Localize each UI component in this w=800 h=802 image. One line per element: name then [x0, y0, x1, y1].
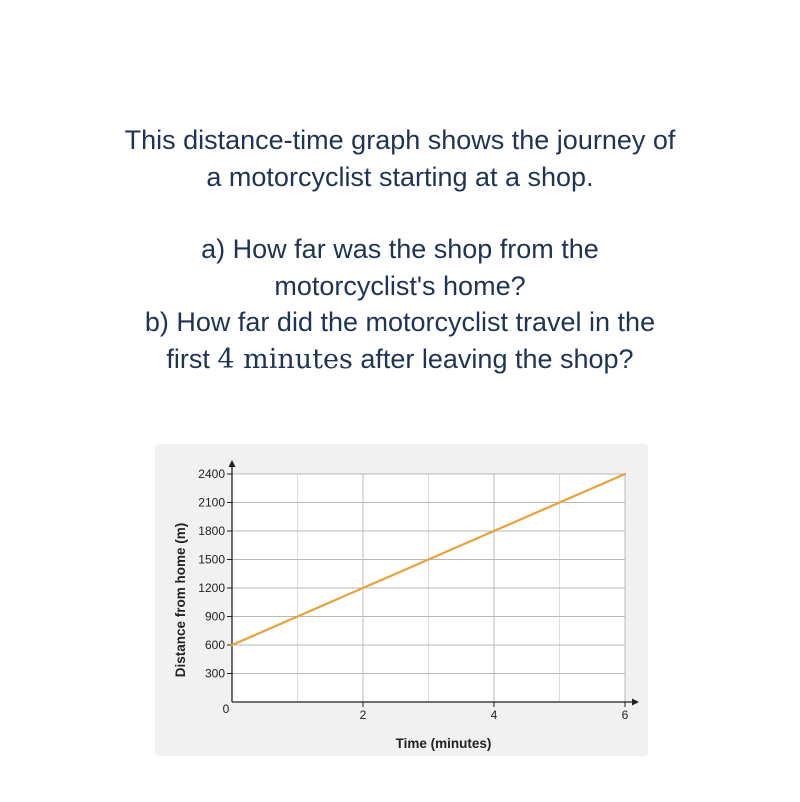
x-tick-label: 4: [490, 708, 498, 722]
chart-panel: [155, 444, 648, 756]
y-axis-arrow: [229, 460, 236, 467]
intro-line-1: This distance-time graph shows the journey of: [124, 125, 676, 155]
part-a-line-2: motorcyclist's home?: [274, 270, 526, 301]
y-tick-label: 600: [204, 638, 225, 652]
y-tick-label: 1500: [198, 552, 225, 567]
part-a-line-1: a) How far was the shop from the: [201, 234, 599, 264]
part-b-line-2-start: first: [166, 343, 218, 374]
part-b-line-1: b) How far did the motorcyclist travel in the: [144, 307, 656, 337]
x-tick-label: 2: [359, 708, 367, 722]
y-tick-label: 1200: [198, 581, 225, 595]
y-tick-label: 300: [204, 666, 225, 681]
distance-time-chart: [155, 444, 648, 756]
x-axis-arrow: [632, 699, 639, 706]
part-b-line-2-end: after leaving the shop?: [352, 343, 634, 374]
intro-line-2: a motorcyclist starting at a shop.: [206, 161, 594, 192]
y-tick-label: 2100: [198, 495, 225, 510]
part-b-math: 4 minutes: [217, 343, 353, 375]
spacer: [40, 195, 760, 231]
question-text: [40, 122, 760, 378]
part-b-line-2: [40, 341, 760, 379]
origin-label: 0: [222, 702, 230, 716]
y-tick-label: 900: [204, 609, 225, 624]
y-axis-title: Distance from home (m): [173, 522, 188, 678]
y-tick-label: 1800: [198, 524, 225, 538]
y-tick-label: 2400: [198, 467, 225, 481]
x-tick-label: 6: [621, 708, 629, 722]
x-axis-title: Time (minutes): [395, 736, 492, 751]
